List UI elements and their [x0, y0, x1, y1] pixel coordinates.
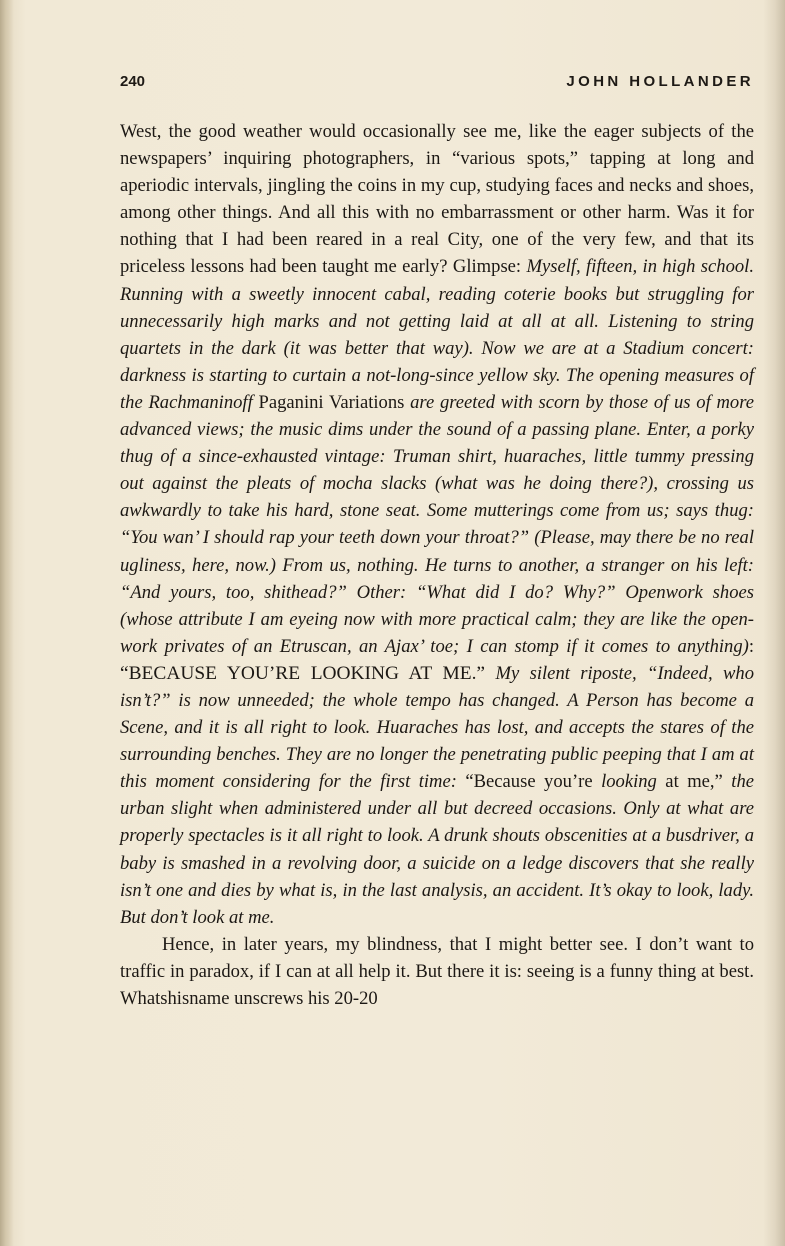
italic-text-run: looking: [601, 771, 657, 793]
text-run: Paganini Variations: [258, 391, 411, 413]
body-text: [120, 118, 754, 1012]
running-head: JOHN HOLLANDER: [566, 73, 754, 90]
text-run: West, the good weather would occasionally see me, like the eager subjects of the newspapers’ inquiring photographers, in “various spots,” tapping at long and aperiodic intervals, jingling the coins in my cup, studying faces and necks and shoes, among other things. And all this with no embarrassment or other harm. Was it for nothing that I had been reared in a real City, one of the very few, and that its priceless lessons had been taught me early? Glimpse:: [120, 121, 754, 278]
page-binding-shadow: [0, 0, 14, 1246]
italic-text-run: the urban slight when administered under all but decreed occasions. Only at what are properly spectacles is it all right to look. A drunk shouts obscenities at a busdriver, a baby is smashed in a revolving door, a suicide on a ledge discovers that she really isn’t one and dies by what is, in the last analysis, an accident. It’s okay to look, lady. But don’t look at me.: [120, 771, 755, 928]
text-run: [485, 663, 495, 684]
page-header: [120, 73, 754, 97]
italic-text-run: are greeted with scorn by those of us of more advanced views; the music dims under the sound of a passing plane. Enter, a porky thug of a since-exhausted vintage: Truman shirt, huaraches, little tummy pressing out against the pleats of mocha slacks (what was he doing there?), crossing us awkwardly to take his hard, stone seat. Some mutterings come from us; says thug: “You wan’ I should rap your teeth down your throat?” (Please, may there be no real ugliness, here, now.) From us, nothing. He turns to another, a stranger on his left: “And yours, too, shithead?” Other: “What did I do? Why?” Openwork shoes (whose attribute I am eyeing now with more practical calm; they are like the openwork privates of an Etruscan, an Ajax’ toe; I can stomp if it comes to anything): [120, 391, 755, 657]
italic-text-run: Myself, fifteen, in high school. Running with a sweetly innocent cabal, reading coterie books but struggling for unnecessarily high marks and not getting laid at all at all. Listening to string quartets in the dark (it was better that way). Now we are at a Stadium concert: darkness is starting to curtain a not-long-since yellow sky. The opening measures of the Rachmaninoff: [120, 256, 754, 413]
capitals-text-run: “BECAUSE YOU’RE LOOKING AT ME.”: [120, 662, 486, 684]
page-edge-shadow: [763, 0, 785, 1246]
page-number: 240: [120, 73, 146, 90]
text-run: at me,”: [656, 771, 732, 793]
italic-text-run: My silent riposte, “Indeed, who isn’t?” is now unneeded; the whole tempo has changed. A Person has become a Scene, and it is all right to look. Huaraches has lost, and accepts the stares of the surrounding benches. They are no longer the penetrating public peeping that I am at this moment considering for the first time:: [120, 662, 754, 793]
paragraph: [120, 118, 754, 931]
paragraph: [120, 931, 754, 1012]
text-run: “Because you’re: [465, 771, 602, 793]
text-run: :: [748, 635, 754, 657]
text-run: Hence, in later years, my blindness, that I might better see. I don’t want to traffic in paradox, if I can at all help it. But there it is: seeing is a funny thing at best. Whatshisname unscrews his 20-20: [120, 933, 754, 1009]
